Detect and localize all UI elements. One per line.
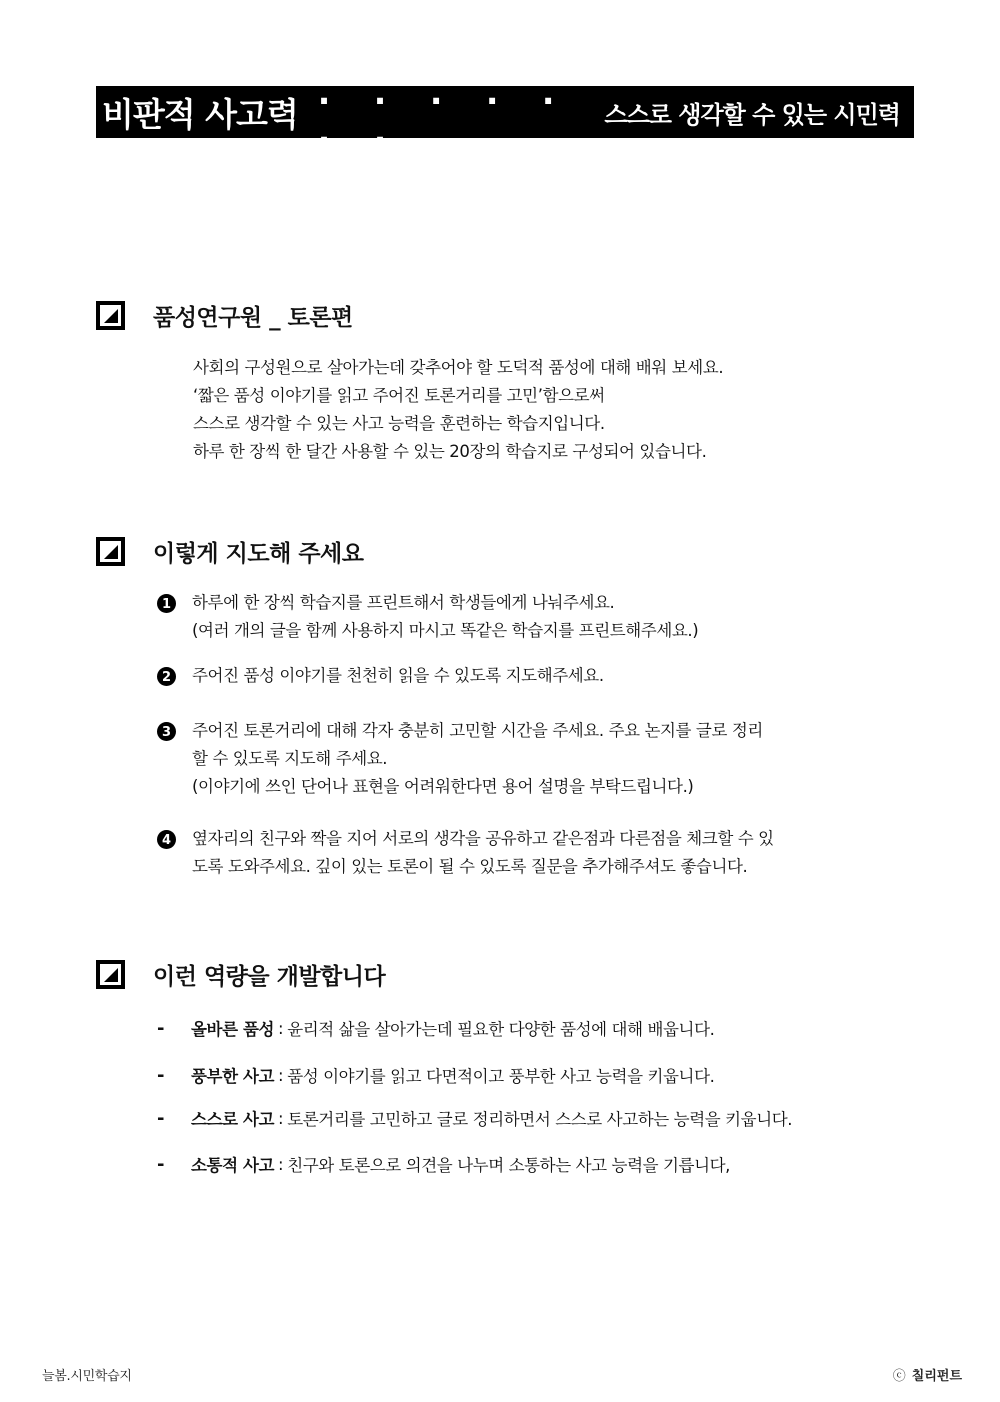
- dash-bullet: -: [157, 1064, 165, 1086]
- number-circle-1-icon: [157, 594, 176, 613]
- page-subtitle: 스스로 생각할 수 있는 시민력: [604, 100, 900, 129]
- square-slash-icon: [96, 960, 125, 989]
- guide-line: 할 수 있도록 지도해 주세요.: [192, 749, 388, 768]
- capability-separator: :: [278, 1018, 284, 1038]
- svg-text:4: 4: [161, 833, 172, 848]
- dash-bullet: -: [157, 1153, 165, 1175]
- footer-series-name: 늘봄.시민학습지: [42, 1369, 132, 1384]
- intro-paragraph: [193, 354, 723, 466]
- header-banner: [96, 73, 914, 151]
- capability-text: 품성 이야기를 읽고 다면적이고 풍부한 사고 능력을 키웁니다.: [287, 1067, 715, 1086]
- capability-label: 풍부한 사고: [191, 1067, 275, 1086]
- section-header-guide: [96, 535, 363, 568]
- square-slash-icon: [96, 537, 125, 566]
- guide-item: [157, 589, 698, 645]
- guide-line: 옆자리의 친구와 짝을 지어 서로의 생각을 공유하고 같은점과 다른점을 체크할 수 있: [192, 829, 774, 848]
- capability-label: 올바른 품성: [191, 1020, 275, 1039]
- guide-line: 주어진 토론거리에 대해 각자 충분히 고민할 시간을 주세요. 주요 논지를 글로 정리: [192, 721, 763, 740]
- guide-item: [157, 825, 774, 881]
- intro-line: 하루 한 장씩 한 달간 사용할 수 있는 20장의 학습지로 구성되어 있습니다.: [193, 442, 707, 461]
- intro-line: ‘짧은 품성 이야기를 읽고 주어진 토론거리를 고민’함으로써: [193, 386, 605, 405]
- capability-separator: :: [278, 1108, 284, 1128]
- svg-text:1: 1: [161, 597, 172, 612]
- footer-copyright: [893, 1365, 962, 1384]
- capability-item: [157, 1106, 792, 1130]
- capability-text: 윤리적 삶을 살아가는데 필요한 다양한 품성에 대해 배웁니다.: [287, 1020, 715, 1039]
- guide-line: (이야기에 쓰인 단어나 표현을 어려워한다면 용어 설명을 부탁드립니다.): [192, 777, 694, 796]
- capability-label: 소통적 사고: [191, 1156, 275, 1175]
- square-slash-icon: [96, 301, 125, 330]
- section-title: 이런 역량을 개발합니다: [153, 964, 386, 990]
- guide-line: (여러 개의 글을 함께 사용하지 마시고 똑같은 학습지를 프린트해주세요.): [192, 621, 699, 640]
- number-circle-4-icon: [157, 830, 176, 849]
- guide-item: [157, 662, 604, 690]
- title-dots: . . . . . . .: [317, 73, 571, 151]
- section-title: 품성연구원 _ 토론편: [153, 305, 353, 331]
- intro-line: 사회의 구성원으로 살아가는데 갖추어야 할 도덕적 품성에 대해 배워 보세요.: [193, 358, 724, 377]
- number-circle-3-icon: [157, 722, 176, 741]
- section-title: 이렇게 지도해 주세요: [153, 541, 364, 567]
- guide-line: 주어진 품성 이야기를 천천히 읽을 수 있도록 지도해주세요.: [192, 666, 604, 685]
- capability-separator: :: [278, 1154, 284, 1174]
- svg-text:2: 2: [161, 670, 172, 685]
- capability-separator: :: [278, 1065, 284, 1085]
- copyright-icon: ⓒ: [892, 1369, 906, 1384]
- number-circle-2-icon: [157, 667, 176, 686]
- guide-line: 하루에 한 장씩 학습지를 프린트해서 학생들에게 나눠주세요.: [192, 593, 615, 612]
- page-title: 비판적 사고력: [102, 94, 298, 134]
- dash-bullet: -: [157, 1107, 165, 1129]
- footer-brand: 칠리펀트: [911, 1369, 962, 1384]
- capability-label: 스스로 사고: [191, 1110, 275, 1129]
- svg-text:3: 3: [161, 725, 172, 740]
- section-header-research: [96, 299, 353, 332]
- guide-line: 도록 도와주세요. 깊이 있는 토론이 될 수 있도록 질문을 추가해주셔도 좋습니다.: [192, 857, 748, 876]
- capability-item: [157, 1063, 714, 1087]
- section-header-capabilities: [96, 958, 385, 991]
- dash-bullet: -: [157, 1017, 165, 1039]
- capability-item: [157, 1016, 714, 1040]
- intro-line: 스스로 생각할 수 있는 사고 능력을 훈련하는 학습지입니다.: [193, 414, 605, 433]
- capability-text: 토론거리를 고민하고 글로 정리하면서 스스로 사고하는 능력을 키웁니다.: [287, 1110, 793, 1129]
- capability-text: 친구와 토론으로 의견을 나누며 소통하는 사고 능력을 기릅니다,: [287, 1156, 730, 1175]
- guide-item: [157, 717, 763, 801]
- capability-item: [157, 1152, 730, 1176]
